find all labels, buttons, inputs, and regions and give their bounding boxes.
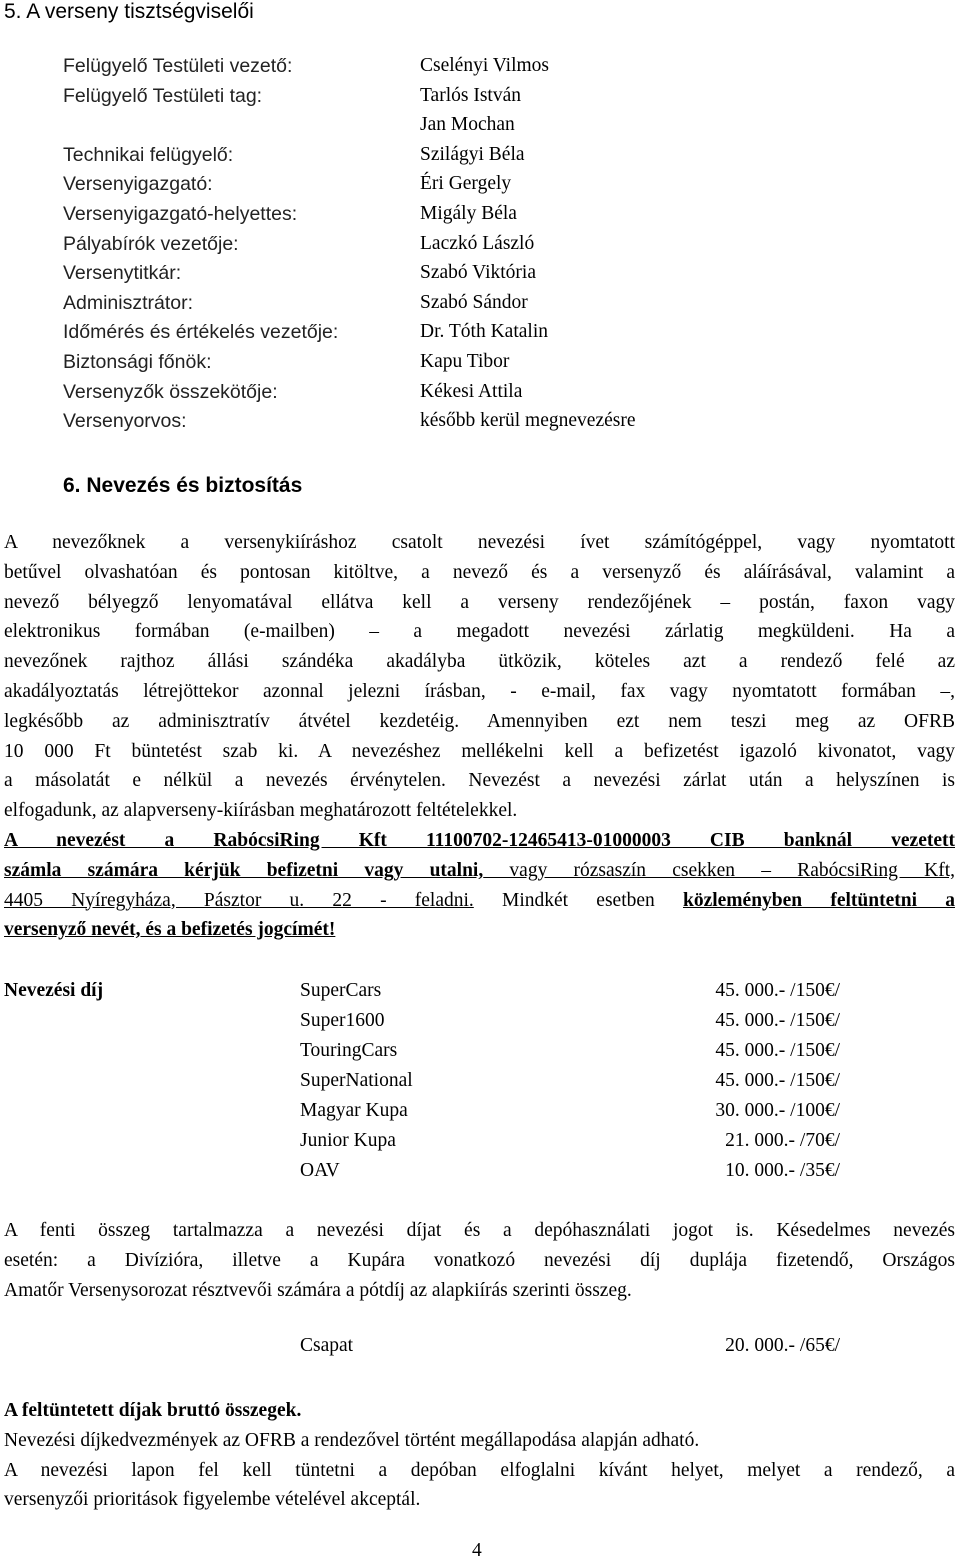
fee-amount: 45. 000.- /150€/ <box>715 980 840 1001</box>
paragraph-line: Amatőr Versenysorozat résztvevői számára a pótdíj az alapkiírás szerinti összeg. <box>4 1279 632 1301</box>
fee-amount: 45. 000.- /150€/ <box>715 1040 840 1061</box>
entry-fee-label: Nevezési díj <box>4 980 104 1001</box>
paragraph-line: esetén: a Divízióra, illetve a Kupára vonatkozó nevezési díj duplája fizetendő, Országos <box>4 1249 955 1271</box>
fee-amount: 21. 000.- /70€/ <box>725 1130 840 1151</box>
section-5-heading: 5. A verseny tisztségviselői <box>4 0 254 23</box>
cheque-instruction: vagy rózsaszín csekken – RabócsiRing Kft, <box>483 859 955 881</box>
official-name: Laczkó László <box>420 232 535 254</box>
paragraph-line: A nevezőknek a versenykiíráshoz csatolt nevezési ívet számítógéppel, vagy nyomtatott <box>4 532 955 553</box>
fee-row <box>300 1130 840 1160</box>
fee-row <box>300 1040 840 1070</box>
entry-fee-table <box>300 980 840 1190</box>
official-name: Tarlós István <box>420 84 521 106</box>
paragraph-line: 10 000 Ft büntetést szab ki. A nevezéshez mellékelni kell a befizetést igazoló kivonatot, vagy <box>4 740 955 762</box>
official-name: Cselényi Vilmos <box>420 55 550 76</box>
official-role: Versenyorvos: <box>63 410 187 433</box>
official-role: Időmérés és értékelés vezetője: <box>63 321 339 344</box>
paragraph-line: elektronikus formában (e-mailben) – a megadott nevezési zárlatig megküldeni. Ha a <box>4 621 955 643</box>
official-name: Jan Mochan <box>420 114 515 136</box>
fee-amount: 30. 000.- /100€/ <box>715 1100 840 1121</box>
fee-category: SuperCars <box>300 980 382 1001</box>
fee-category: TouringCars <box>300 1040 398 1061</box>
official-name: Szabó Viktória <box>420 262 536 284</box>
fee-category: Super1600 <box>300 1010 385 1031</box>
official-name: később kerül megnevezésre <box>420 410 636 432</box>
fee-amount: 10. 000.- /35€/ <box>725 1160 840 1181</box>
official-role: Adminisztrátor: <box>63 291 194 314</box>
paragraph-line: a másolatát e nélkül a nevezés érvénytelen. Nevezést a nevezési zárlat után a helyszínen is <box>4 770 955 792</box>
entry-paragraph <box>4 528 955 945</box>
official-role: Versenyzők összekötője: <box>63 380 278 403</box>
paragraph-line: nevező bélyegző lenyomatával ellátva kell a verseny rendezőjének – postán, faxon vagy <box>4 591 955 613</box>
reference-instruction: közleményben feltüntetni a <box>682 889 955 911</box>
team-label: Csapat <box>300 1335 354 1356</box>
fee-row <box>300 1100 840 1130</box>
fee-amount: 45. 000.- /150€/ <box>715 1070 840 1091</box>
official-role: Versenyigazgató-helyettes: <box>63 203 298 225</box>
fee-row <box>300 1010 840 1040</box>
page-number: 4 <box>472 1540 482 1561</box>
paragraph-line: betűvel olvashatóan és pontosan kitöltve, a nevező és a versenyző és aláírásával, valamint a <box>4 561 955 583</box>
official-name: Szilágyi Béla <box>420 143 525 165</box>
paragraph-line: akadályoztatás létrejöttekor azonnal jelezni írásban, - e-mail, fax vagy nyomtatott formában –, <box>4 680 955 702</box>
official-role: Versenytitkár: <box>63 262 182 285</box>
fee-amount: 45. 000.- /150€/ <box>715 1010 840 1031</box>
discount-note: Nevezési díjkedvezmények az OFRB a rendezővel történt megállapodása alapján adható. <box>4 1429 700 1451</box>
official-name: Dr. Tóth Katalin <box>420 321 548 343</box>
paragraph-line: versenyzői prioritások figyelembe vételével akceptál. <box>4 1489 421 1511</box>
notes <box>4 1396 955 1515</box>
paragraph-line: elfogadunk, az alapverseny-kiírásban meghatározott feltételekkel. <box>4 800 518 822</box>
official-name: Szabó Sándor <box>420 291 528 313</box>
late-entry-paragraph <box>4 1216 955 1305</box>
bank-instruction-line: A nevezést a RabócsiRing Kft 11100702-12465413-01000003 CIB banknál vezetett <box>4 829 955 851</box>
fee-row <box>300 1335 840 1365</box>
both-cases-text: Mindkét esetben <box>473 889 683 911</box>
bank-instruction-emphasis: számla számára kérjük befizetni vagy utalni, <box>4 859 484 881</box>
official-name: Éri Gergely <box>420 173 512 195</box>
official-role: Felügyelő Testületi tag: <box>63 84 263 107</box>
paragraph-line: A fenti összeg tartalmazza a nevezési díjat és a depóhasználati jogot is. Késedelmes nevezés <box>4 1220 955 1241</box>
official-role: Versenyigazgató: <box>63 173 213 196</box>
official-role: Technikai felügyelő: <box>63 143 234 166</box>
bank-instruction-line <box>4 856 955 886</box>
team-amount: 20. 000.- /65€/ <box>725 1335 840 1356</box>
paragraph-line: A nevezési lapon fel kell tüntetni a depóban elfoglalni kívánt helyet, melyet a rendező, a <box>4 1459 955 1481</box>
paragraph-line: legkésőbb az adminisztratív átvétel kezdetéig. Amennyiben ezt nem teszi meg az OFRB <box>4 710 955 732</box>
section-6-heading: 6. Nevezés és biztosítás <box>63 474 303 497</box>
official-name: Kékesi Attila <box>420 380 523 402</box>
fee-row <box>300 1070 840 1100</box>
official-role: Pályabírók vezetője: <box>63 232 239 255</box>
fee-row <box>300 1160 840 1190</box>
address-line <box>4 886 955 916</box>
fee-category: Magyar Kupa <box>300 1100 408 1121</box>
official-role: Biztonsági főnök: <box>63 351 212 373</box>
reference-instruction-end: versenyző nevét, és a befizetés jogcímét! <box>4 919 336 941</box>
fee-category: OAV <box>300 1160 340 1181</box>
fee-category: SuperNational <box>300 1070 413 1091</box>
gross-note: A feltüntetett díjak bruttó összegek. <box>4 1400 302 1421</box>
team-fee <box>300 1335 840 1365</box>
official-name: Kapu Tibor <box>420 351 510 372</box>
official-name: Migály Béla <box>420 203 517 224</box>
address-text: 4405 Nyíregyháza, Pásztor u. 22 - feladni. <box>4 889 474 911</box>
paragraph-line: nevezőnek rajthoz állási szándéka akadályba ütközik, köteles azt a rendező felé az <box>4 651 955 673</box>
official-role: Felügyelő Testületi vezető: <box>63 55 293 77</box>
fee-row <box>300 980 840 1010</box>
fee-category: Junior Kupa <box>300 1130 396 1151</box>
